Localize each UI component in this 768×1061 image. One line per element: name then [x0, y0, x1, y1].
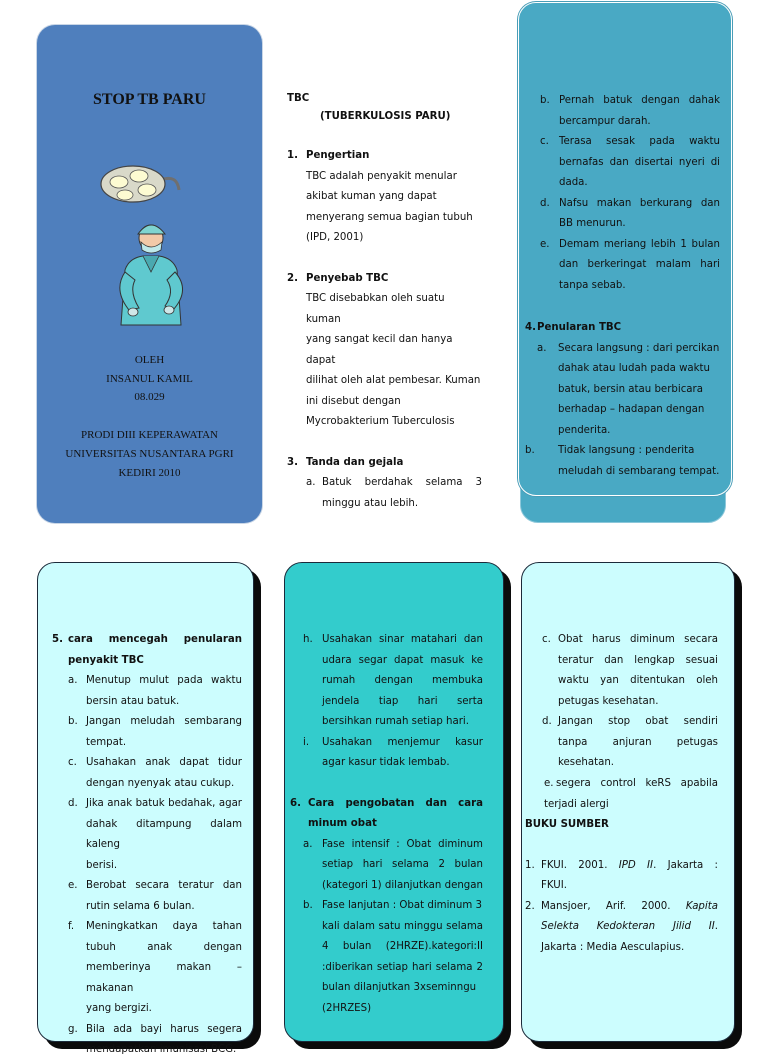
prevention-item: [68, 794, 242, 876]
prevention-line: rumah dengan membuka: [322, 675, 483, 686]
symptom-line: bernafas dan disertai nyeri di: [559, 156, 720, 168]
section-2-title: Penyebab TBC: [306, 272, 389, 284]
prevention-line: jendela tiap hari serta: [322, 695, 483, 707]
cover-university: UNIVERSITAS NUSANTARA PGRI: [65, 448, 234, 460]
treatment-line: segera control keRS apabila: [556, 778, 718, 789]
treatment-line: (kategori 1) dilanjutkan dengan: [322, 879, 483, 891]
section-1-line: menyerang semua bagian tubuh: [306, 211, 473, 223]
section-3-number: 3.: [287, 456, 298, 468]
transmission-line: Tidak langsung : penderita: [558, 445, 695, 456]
prevention-item-i: [303, 733, 483, 774]
prevention-line: tempat.: [86, 736, 127, 748]
prevention-line: rutin selama 6 bulan.: [86, 900, 195, 912]
prevention-line: Menutup mulut pada waktu: [86, 675, 242, 686]
treatment-content: [290, 630, 483, 1019]
transmission-item-b: [525, 441, 723, 482]
prevention-line: yang bergizi.: [86, 1003, 152, 1014]
treatment-item-a: [303, 835, 483, 897]
intro-tbc: TBC: [287, 93, 310, 104]
reference-text: FKUI. 2001.: [541, 859, 608, 871]
section-2-line: TBC disebabkan oleh suatu kuman: [306, 293, 445, 325]
reference-text: . Jakarta :: [653, 859, 718, 871]
references-title: BUKU SUMBER: [525, 819, 609, 830]
cover-author: INSANUL KAMIL: [106, 373, 193, 385]
cover-panel: [37, 25, 262, 523]
symptom-mark: b.: [540, 95, 550, 106]
section-5-title: cara mencegah penularan: [68, 634, 242, 645]
section-6-number: 6.: [290, 797, 301, 809]
reference-line: FKUI.: [541, 880, 567, 891]
transmission-mark: b.: [525, 445, 535, 456]
symptom-line: tanpa sebab.: [559, 279, 626, 291]
section-6-title: minum obat: [308, 818, 377, 829]
reference-item-1: [525, 856, 718, 897]
section-1-body: [287, 167, 482, 249]
cover-nim: 08.029: [134, 391, 165, 403]
prevention-mark: c.: [68, 757, 77, 768]
treatment-line: Obat harus diminum secara: [558, 634, 718, 645]
symptom-line: Terasa sesak pada waktu: [559, 136, 720, 147]
symptom-line: Demam meriang lebih 1 bulan: [559, 238, 720, 250]
treatment-item-b: [303, 896, 483, 1019]
prevention-item: [68, 917, 242, 1020]
section-4-title: Penularan TBC: [537, 322, 622, 333]
prevention-line: Meningkatkan daya tahan: [86, 921, 242, 932]
prevention-mark: h.: [303, 634, 313, 645]
treatment-line: Jangan stop obat sendiri: [558, 716, 718, 727]
prevention-mark: a.: [68, 675, 78, 686]
treatment-mark: c.: [542, 634, 551, 645]
section-2-line: Mycrobakterium Tuberculosis: [306, 416, 455, 427]
cover-title: STOP TB PARU: [93, 91, 206, 108]
treatment-line: waktu yan ditentukan oleh: [558, 675, 718, 686]
treatment-item-d: [542, 712, 718, 774]
section-1-heading: [287, 146, 482, 167]
prevention-line: dengan nyenyak atau cukup.: [86, 777, 235, 789]
treatment-mark: b.: [303, 900, 313, 911]
treatment-line: kali dalam satu minggu selama: [322, 920, 483, 932]
treatment-item-e: [525, 774, 718, 795]
transmission-line: batuk, bersin atau berbicara: [558, 383, 703, 395]
treatment-line: 4 bulan (2HRZE).kategori:II: [322, 941, 483, 952]
symptom-line: Batuk berdahak selama 3: [322, 477, 482, 488]
prevention-item-h: [303, 630, 483, 733]
reference-book-title: Kapita: [685, 900, 718, 912]
cover-oleh: OLEH: [134, 354, 165, 366]
references-content: [525, 774, 718, 958]
prevention-line: bersin atau batuk.: [86, 695, 180, 707]
prevention-line: udara segar dapat masuk ke: [322, 654, 483, 666]
transmission-section: [525, 318, 723, 482]
symptom-mark: c.: [540, 136, 549, 147]
prevention-item: [68, 1020, 242, 1061]
symptom-line: dada.: [559, 177, 588, 188]
treatment-line: bulan dilanjutkan 3xseminngu: [322, 982, 477, 993]
section-1-title: Pengertian: [306, 150, 370, 161]
prevention-line: memberinya makan – makanan: [86, 962, 242, 994]
prevention-item: [68, 712, 242, 753]
section-2-number: 2.: [287, 272, 298, 284]
section-2-body: [287, 289, 482, 433]
section-2-line: ini disebut dengan: [306, 395, 401, 407]
intro-column: [287, 90, 482, 514]
reference-line: [541, 856, 718, 877]
prevention-mark: f.: [68, 921, 75, 932]
section-1-line: akibat kuman yang dapat: [306, 191, 437, 202]
prevention-mark: d.: [68, 798, 78, 809]
section-6-title: Cara pengobatan dan cara: [308, 797, 483, 809]
cover-city-year: KEDIRI 2010: [118, 467, 181, 479]
symptom-mark: e.: [540, 238, 550, 250]
symptom-item-c: [540, 132, 720, 194]
reference-text: .: [714, 921, 718, 932]
surgeon-illustration: [99, 160, 199, 330]
reference-line: [541, 917, 718, 938]
prevention-line: bersihkan rumah setiap hari.: [322, 716, 469, 727]
transmission-line: Secara langsung : dari percikan: [558, 342, 720, 354]
section-4-number: 4.: [525, 322, 536, 333]
reference-text: Mansjoer, Arif. 2000.: [541, 900, 671, 912]
prevention-line: mendapatkan imunisasi BCG.: [86, 1044, 237, 1055]
symptom-mark: a.: [306, 477, 316, 488]
treatment-line: terjadi alergi: [544, 798, 609, 810]
symptom-line: Nafsu makan berkurang dan: [559, 197, 720, 209]
treatment-line: Fase lanjutan : Obat diminum 3: [322, 900, 482, 911]
symptom-line: minggu atau lebih.: [322, 497, 419, 509]
prevention-line: dahak ditampung dalam kaleng: [86, 818, 242, 850]
symptom-line: Pernah batuk dengan dahak: [559, 95, 720, 106]
cover-prodi: PRODI DIII KEPERAWATAN: [81, 429, 218, 441]
references-panel: [521, 562, 735, 1042]
prevention-line: tubuh anak dengan: [86, 941, 242, 953]
reference-book-title: Selekta Kedokteran Jilid II: [541, 921, 715, 932]
symptom-line: dan berkeringat malam hari: [559, 259, 720, 270]
prevention-mark: g.: [68, 1023, 78, 1035]
treatment-continued: [542, 630, 718, 774]
symptom-mark: d.: [540, 197, 550, 209]
prevention-mark: e.: [68, 880, 78, 891]
prevention-line: Usahakan anak dapat tidur: [86, 757, 242, 768]
reference-book-title: IPD II: [618, 859, 654, 871]
treatment-line: kesehatan.: [558, 757, 615, 768]
prevention-item: [68, 671, 242, 712]
symptom-item-a: [287, 473, 482, 514]
prevention-item: [68, 753, 242, 794]
symptom-item-b: [540, 91, 720, 132]
prevention-list: [52, 671, 242, 1061]
treatment-line: (2HRZES): [322, 1002, 372, 1014]
reference-line: Jakarta : Media Aesculapius.: [541, 941, 685, 953]
section-1-number: 1.: [287, 150, 298, 161]
section-1-line: TBC adalah penyakit menular: [306, 170, 457, 182]
transmission-mark: a.: [537, 342, 547, 354]
section-2-line: yang sangat kecil dan hanya dapat: [306, 334, 453, 366]
symptom-item-e: [540, 235, 720, 297]
intro-heading: (TUBERKULOSIS PARU): [320, 111, 451, 122]
section-2-heading: [287, 269, 482, 290]
section-3-title: Tanda dan gejala: [306, 456, 404, 468]
section-5-number: 5.: [52, 634, 63, 645]
section-2-line: dilihat oleh alat pembesar. Kuman: [306, 375, 481, 386]
prevention-item: [68, 876, 242, 917]
symptom-line: BB menurun.: [559, 218, 626, 229]
transmission-line: berhadap – hadapan dengan: [558, 404, 705, 415]
prevention-line: Jika anak batuk bedahak, agar: [86, 798, 242, 809]
reference-line: [541, 897, 718, 918]
symptom-item-d: [540, 194, 720, 235]
reference-mark: 1.: [525, 859, 535, 871]
section-5-title: penyakit TBC: [68, 654, 144, 666]
prevention-line: Berobat secara teratur dan: [86, 880, 242, 891]
transmission-line: dahak atau ludah pada waktu: [558, 363, 710, 374]
transmission-line: meludah di sembarang tempat.: [558, 465, 720, 477]
treatment-mark: a.: [303, 838, 313, 850]
reference-item-2: [525, 897, 718, 959]
transmission-line: penderita.: [558, 424, 611, 436]
symptoms-list: [540, 91, 720, 296]
section-3-heading: [287, 453, 482, 474]
symptoms-panel: [518, 2, 732, 496]
section-1-line: (IPD, 2001): [306, 232, 364, 243]
prevention-line: Usahakan sinar matahari dan: [322, 634, 483, 645]
prevention-mark: i.: [303, 736, 310, 748]
section-6-heading: [290, 794, 483, 835]
prevention-line: Jangan meludah sembarang: [86, 716, 242, 727]
reference-mark: 2.: [525, 900, 535, 912]
prevention-line: Usahakan menjemur kasur: [322, 736, 483, 748]
prevention-content: [52, 630, 242, 1061]
transmission-item-a: [525, 339, 723, 442]
treatment-line: teratur dan lengkap sesuai: [558, 654, 718, 666]
prevention-line: berisi.: [86, 859, 118, 871]
section-5-heading: [52, 630, 242, 671]
treatment-item-c: [542, 630, 718, 712]
prevention-panel: [37, 562, 254, 1055]
treatment-line: :diberikan setiap hari selama 2: [322, 961, 483, 973]
prevention-line: Bila ada bayi harus segera: [86, 1023, 242, 1035]
symptom-line: bercampur darah.: [559, 115, 651, 127]
treatment-line: setiap hari selama 2 bulan: [322, 859, 483, 870]
treatment-panel: [284, 562, 504, 1042]
treatment-line: petugas kesehatan.: [558, 695, 659, 707]
treatment-line: tanpa anjuran petugas: [558, 736, 718, 748]
treatment-mark: d.: [542, 716, 552, 727]
treatment-mark: e.: [544, 778, 554, 789]
prevention-line: agar kasur tidak lembab.: [322, 757, 450, 768]
prevention-mark: b.: [68, 716, 78, 727]
section-4-heading: [525, 318, 723, 339]
treatment-line: Fase intensif : Obat diminum: [322, 838, 483, 850]
